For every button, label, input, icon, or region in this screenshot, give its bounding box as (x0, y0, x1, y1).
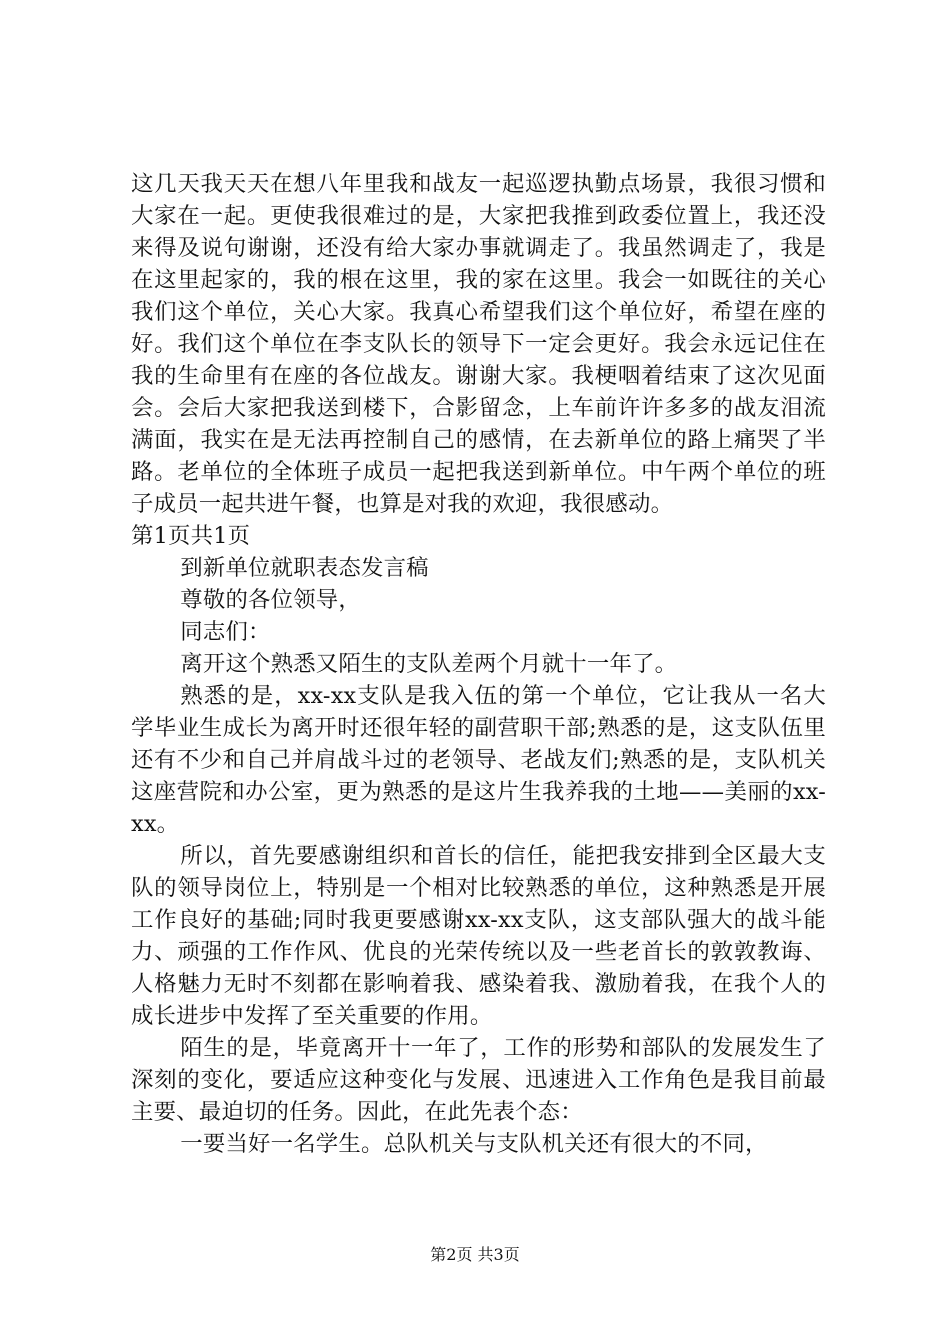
paragraph-familiar: 熟悉的是，xx-xx支队是我入伍的第一个单位，它让我从一名大学毕业生成长为离开时还很年轻的副营职干部;熟悉的是，这支队伍里还有不少和自己并肩战斗过的老领导、老战友们;熟悉的是，支队机关这座营院和办公室，更为熟悉的是这片生我养我的土地——美丽的xx-xx。 (131, 683, 826, 837)
salutation-leaders: 尊敬的各位领导， (180, 587, 361, 613)
inline-page-marker: 第1页共1页 (131, 523, 251, 549)
paragraph-thanks: 所以，首先要感谢组织和首长的信任，能把我安排到全区最大支队的领导岗位上，特别是一个相对比较熟悉的单位，这种熟悉是开展工作良好的基础;同时我更要感谢xx-xx支队，这支部队强大的战斗能力、顽强的工作作风、优良的光荣传统以及一些老首长的敦敦教诲、人格魅力无时不刻都在影响着我、感染着我、激励着我，在我个人的成长进步中发挥了至关重要的作用。 (131, 843, 826, 1029)
salutation-comrades: 同志们： (180, 619, 271, 645)
paragraph-farewell: 这几天我天天在想八年里我和战友一起巡逻执勤点场景，我很习惯和大家在一起。更使我很难过的是，大家把我推到政委位置上，我还没来得及说句谢谢，还没有给大家办事就调走了。我虽然调走了，我是在这里起家的，我的根在这里，我的家在这里。我会一如既往的关心我们这个单位，关心大家。我真心希望我们这个单位好，希望在座的好。我们这个单位在李支队长的领导下一定会更好。我会永远记住在我的生命里有在座的各位战友。谢谢大家。我梗咽着结束了这次见面会。会后大家把我送到楼下，合影留念，上车前许许多多的战友泪流满面，我实在是无法再控制自己的感情，在去新单位的路上痛哭了半路。老单位的全体班子成员一起把我送到新单位。中午两个单位的班子成员一起共进午餐，也算是对我的欢迎，我很感动。 (131, 171, 826, 517)
page-footer: 第2页 共3页 (430, 1245, 520, 1264)
paragraph-unfamiliar: 陌生的是，毕竟离开十一年了，工作的形势和部队的发展发生了深刻的变化，要适应这种变化与发展、迅速进入工作角色是我目前最主要、最迫切的任务。因此，在此先表个态： (131, 1035, 826, 1125)
paragraph-student: 一要当好一名学生。总队机关与支队机关还有很大的不同， (180, 1131, 768, 1157)
document-body (131, 168, 826, 1160)
paragraph-intro: 离开这个熟悉又陌生的支队差两个月就十一年了。 (180, 651, 678, 677)
speech-title: 到新单位就职表态发言稿 (180, 555, 429, 581)
